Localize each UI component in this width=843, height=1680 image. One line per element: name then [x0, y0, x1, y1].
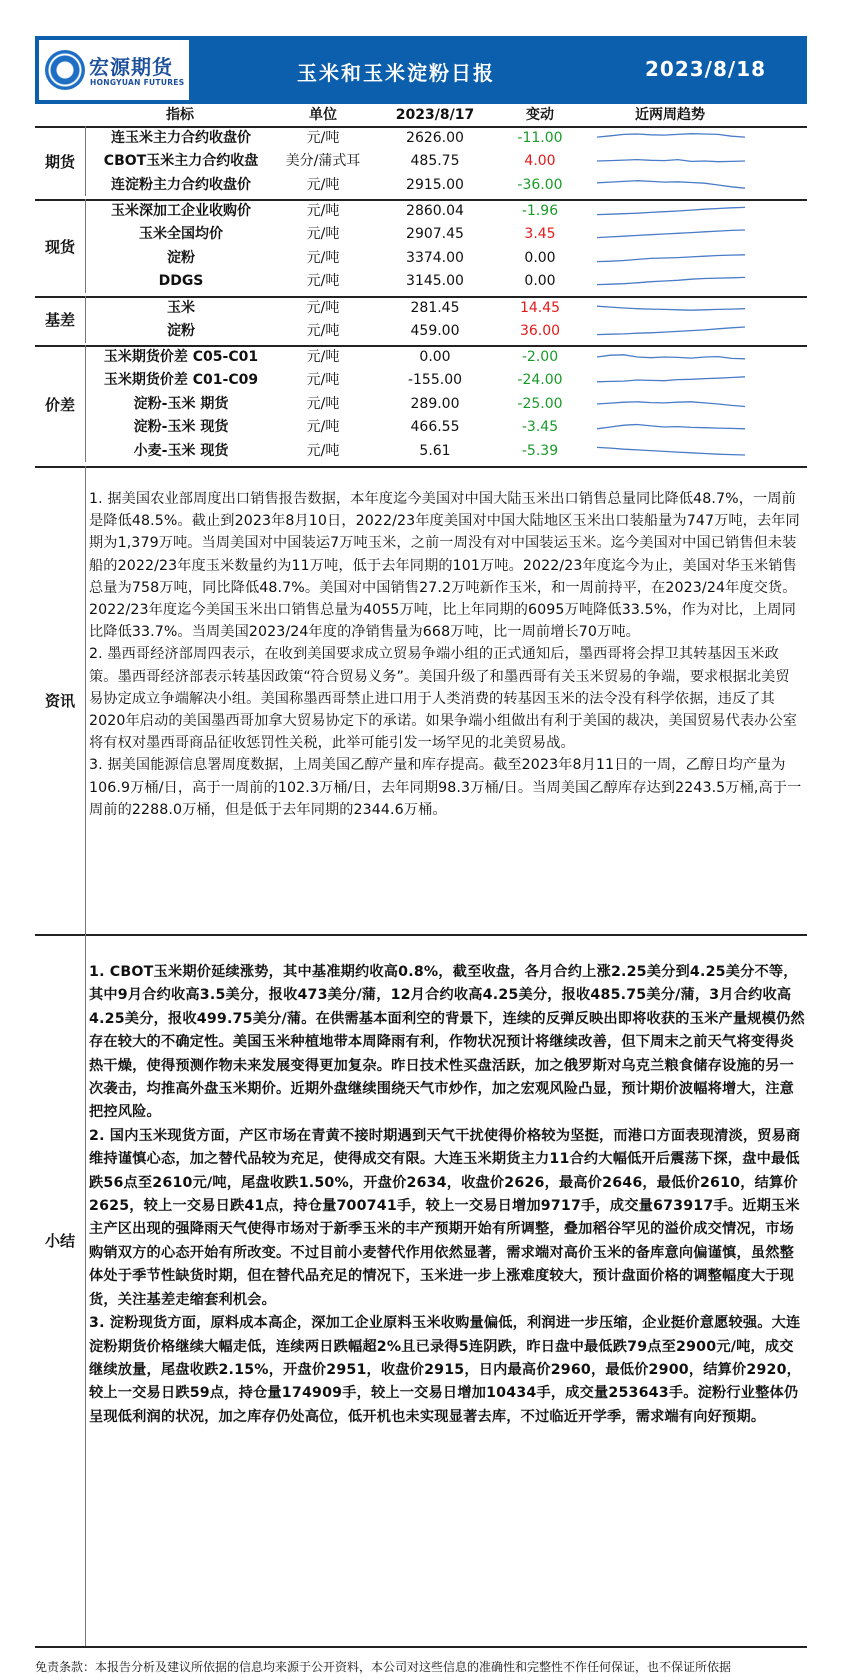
report-header	[35, 36, 807, 104]
unit-cell: 元/吨	[306, 372, 340, 389]
unit-cell: 元/吨	[306, 273, 340, 290]
unit-cell: 元/吨	[306, 395, 340, 412]
indicator-name: 淀粉	[167, 249, 195, 266]
indicator-name: 淀粉-玉米 现货	[133, 419, 229, 436]
value-cell: 2907.45	[406, 226, 464, 243]
unit-cell: 元/吨	[306, 130, 340, 146]
value-cell: 2915.00	[406, 176, 464, 193]
logo-text-en: HONGYUAN FUTURES	[90, 78, 185, 87]
change-cell: 36.00	[519, 323, 561, 340]
change-cell: -3.45	[521, 419, 559, 436]
news-label-divider	[85, 466, 86, 934]
report-date: 2023/8/18	[645, 57, 767, 81]
news-paragraph: 2. 墨西哥经济部周四表示，在收到美国要求成立贸易争端小组的正式通知后，墨西哥将会捍卫其转基因玉米政策。墨西哥经济部表示转基因政策“符合贸易义务”。美国升级了和墨西哥有关玉米贸易的争端，要求根据北美贸易协定成立争端解决小组。美国称墨西哥禁止进口用于人类消费的转基因玉米的法令没有科学依据，违反了其2020年启动的美国墨西哥加拿大贸易协定下的承诺。如果争端小组做出有利于美国的裁决，美国贸易代表办公室将有权对墨西哥商品征收惩罚性关税，此举可能引发一场罕见的北美贸易战。	[89, 646, 798, 752]
change-cell: -2.00	[521, 349, 559, 365]
unit-cell: 元/吨	[306, 419, 340, 436]
group-label: 现货	[44, 237, 75, 256]
summary-label: 小结	[44, 1232, 75, 1250]
summary-content	[89, 961, 805, 1429]
news-paragraph: 3. 据美国能源信息署周度数据，上周美国乙醇产量和库存提高。截至2023年8月11日的一周，乙醇日均产量为106.9万桶/日，高于一周前的102.3万桶/日，去年同期98.3万桶/日。当周美国乙醇库存达到2243.5万桶,高于一周前的2288.0万桶，但是低于去年同期的2344.6万桶。	[89, 757, 802, 818]
trend-line	[597, 425, 745, 429]
trend-line	[597, 377, 745, 382]
trend-line	[597, 207, 745, 214]
indicator-name: 玉米深加工企业收购价	[111, 203, 251, 219]
trend-sparkline	[596, 394, 746, 414]
change-cell: -25.00	[517, 395, 563, 412]
trend-sparkline	[596, 441, 746, 461]
news-label: 资讯	[44, 692, 75, 710]
indicator-name: 玉米全国均价	[139, 226, 223, 243]
news-content	[89, 488, 803, 821]
trend-line	[597, 134, 745, 137]
indicator-name: 玉米期货价差 C01-C09	[103, 372, 259, 389]
indicator-name: 淀粉	[167, 323, 195, 340]
news-paragraph: 1. 据美国农业部周度出口销售报告数据，本年度迄今美国对中国大陆玉米出口销售总量同比降低48.7%，一周前是降低48.5%。截止到2023年8月10日，2022/23年度美国对中国大陆地区玉米出口装船量为747万吨，去年同期为1,379万吨。当周美国对中国装运7万吨玉米，之前一周没有对中国装运玉米。迄今美国对中国已销售但未装船的2022/23年度玉米数量约为11万吨，低于去年同期的101万吨。2022/23年度迄今为止，美国对华玉米销售总量为758万吨，同比降低48.7%。美国对中国销售27.2万吨新作玉米，和一周前持平，在2023/24年度交货。2022/23年度迄今美国玉米出口销售总量为4055万吨，比上年同期的6095万吨降低33.5%，作为对比，上周同比降低33.7%。当周美国2023/24年度的净销售量为668万吨，比一周前增长70万吨。	[89, 491, 800, 641]
indicator-name: 淀粉-玉米 期货	[133, 395, 229, 412]
col-header-unit: 单位	[309, 107, 337, 123]
value-cell: 2626.00	[406, 130, 464, 146]
unit-cell: 元/吨	[306, 300, 340, 316]
unit-cell: 元/吨	[306, 226, 340, 243]
trend-line	[597, 278, 745, 285]
indicator-name: 连玉米主力合约收盘价	[111, 130, 251, 146]
change-cell: 4.00	[524, 153, 556, 170]
value-cell: 0.00	[419, 349, 451, 365]
logo-text-cn: 宏源期货	[89, 55, 173, 79]
value-cell: 3374.00	[406, 249, 464, 266]
trend-line	[597, 327, 745, 335]
col-header-date: 2023/8/17	[395, 107, 475, 123]
logo-mark-icon	[45, 50, 85, 90]
value-cell: 281.45	[410, 300, 460, 316]
change-cell: 3.45	[524, 226, 556, 243]
trend-line	[597, 180, 745, 188]
trend-sparkline	[596, 321, 746, 341]
report-title: 玉米和玉米淀粉日报	[297, 61, 495, 85]
trend-sparkline	[596, 175, 746, 195]
change-cell: -1.96	[521, 203, 559, 219]
trend-sparkline	[596, 271, 746, 291]
value-cell: -155.00	[407, 372, 463, 389]
col-header-change: 变动	[526, 107, 554, 123]
group-label: 期货	[44, 153, 75, 172]
group-label-divider	[85, 199, 86, 293]
change-cell: -36.00	[517, 176, 563, 193]
trend-sparkline	[596, 417, 746, 437]
disclaimer-divider	[35, 1646, 807, 1648]
indicator-name: CBOT玉米主力合约收盘	[103, 153, 259, 170]
trend-line	[597, 402, 745, 407]
indicator-name: 玉米期货价差 C05-C01	[103, 349, 259, 365]
unit-cell: 元/吨	[306, 323, 340, 340]
unit-cell: 元/吨	[306, 203, 340, 219]
trend-line	[597, 160, 745, 162]
unit-cell: 美分/蒲式耳	[285, 153, 361, 170]
trend-sparkline	[596, 347, 746, 367]
indicator-name: 玉米	[167, 300, 195, 316]
group-label: 基差	[44, 311, 75, 330]
change-cell: 14.45	[519, 300, 561, 316]
indicator-name: 连淀粉主力合约收盘价	[111, 176, 251, 193]
change-cell: -5.39	[521, 442, 559, 459]
value-cell: 459.00	[410, 323, 460, 340]
col-header-indicator: 指标	[166, 107, 194, 123]
col-header-trend: 近两周趋势	[635, 107, 705, 123]
value-cell: 5.61	[419, 442, 451, 459]
value-cell: 466.55	[410, 419, 460, 436]
trend-line	[597, 447, 745, 455]
change-cell: -11.00	[517, 130, 563, 146]
trend-sparkline	[596, 201, 746, 221]
group-label-divider	[85, 296, 86, 343]
trend-line	[597, 355, 745, 359]
unit-cell: 元/吨	[306, 442, 340, 459]
trend-sparkline	[596, 248, 746, 268]
summary-paragraph: 2. 国内玉米现货方面，产区市场在青黄不接时期遇到天气干扰使得价格较为坚挺，而港口方面表现清淡，贸易商维持谨慎心态，加之替代品较为充足，使得成交有限。大连玉米期货主力11合约大幅低开后震荡下探，盘中最低跌56点至2610元/吨，尾盘收跌1.50%，开盘价2634，收盘价2626，最高价2646，最低价2610，结算价2625，较上一交易日跌41点，持仓量700741手，较上一交易日增加9717手，成交量673917手。近期玉米主产区出现的强降雨天气使得市场对于新季玉米的丰产预期开始有所调整，叠加稻谷罕见的溢价成交情况，市场购销双方的心态开始有所改变。不过目前小麦替代作用依然显著，需求端对高价玉米的备库意向偏谨慎，虽然整体处于季节性缺货时期，但在替代品充足的情况下，玉米进一步上涨难度较大，预计盘面价格的调整幅度大于现货，关注基差走缩套利机会。	[89, 1127, 801, 1308]
trend-line	[597, 306, 745, 310]
summary-paragraph: 3. 淀粉现货方面，原料成本高企，深加工企业原料玉米收购量偏低，利润进一步压缩，企业挺价意愿较强。大连淀粉期货价格继续大幅走低，连续两日跌幅超2%且已录得5连阴跌，昨日盘中最低跌79点至2900元/吨，成交继续放量，尾盘收跌2.15%，开盘价2951，收盘价2915，日内最高价2960，最低价2900，结算价2920，较上一交易日跌59点，持仓量174909手，较上一交易日增加10434手，成交量253643手。淀粉行业整体仍呈现低利润的状况，加之库存仍处高位，低开机也未实现显著去库，不过临近开学季，需求端有向好预期。	[89, 1315, 802, 1425]
trend-sparkline	[596, 151, 746, 171]
unit-cell: 元/吨	[306, 349, 340, 365]
trend-line	[597, 230, 745, 238]
news-divider	[35, 466, 807, 468]
value-cell: 3145.00	[406, 273, 464, 290]
trend-sparkline	[596, 224, 746, 244]
value-cell: 289.00	[410, 395, 460, 412]
change-cell: -24.00	[517, 372, 563, 389]
trend-sparkline	[596, 128, 746, 148]
trend-sparkline	[596, 298, 746, 318]
group-label: 价差	[44, 395, 75, 414]
company-logo	[39, 40, 189, 100]
trend-sparkline	[596, 370, 746, 390]
value-cell: 485.75	[410, 153, 460, 170]
change-cell: 0.00	[524, 249, 556, 266]
disclaimer-text: 免责条款：本报告分析及建议所依据的信息均来源于公开资料，本公司对这些信息的准确性和完整性不作任何保证，也不保证所依据	[35, 1660, 732, 1674]
summary-divider	[35, 934, 807, 936]
group-label-divider	[85, 126, 86, 196]
summary-label-divider	[85, 934, 86, 1646]
unit-cell: 元/吨	[306, 249, 340, 266]
unit-cell: 元/吨	[306, 176, 340, 193]
value-cell: 2860.04	[406, 203, 464, 219]
indicator-name: 小麦-玉米 现货	[133, 442, 229, 459]
summary-paragraph: 1. CBOT玉米期价延续涨势，其中基准期约收高0.8%，截至收盘，各月合约上涨2.25美分到4.25美分不等，其中9月合约收高3.5美分，报收473美分/蒲，12月合约收高4.25美分，报收485.75美分/蒲，3月合约收高4.25美分，报收499.75美分/蒲。在供需基本面利空的背景下，连续的反弹反映出即将收获的玉米产量规模仍然存在较大的不确定性。美国玉米种植地带本周降雨有利，作物状况预计将继续改善，但下周末之前天气将变得炎热干燥，使得预测作物未来发展变得更加复杂。昨日技术性买盘活跃，加之俄罗斯对乌克兰粮食储存设施的另一次袭击，均推高外盘玉米期价。近期外盘继续围绕天气市炒作，加之宏观风险凸显，预计期价波幅将增大，注意把控风险。	[89, 964, 805, 1121]
change-cell: 0.00	[524, 273, 556, 290]
indicator-name: DDGS	[158, 273, 204, 290]
trend-line	[597, 255, 745, 262]
group-label-divider	[85, 345, 86, 462]
